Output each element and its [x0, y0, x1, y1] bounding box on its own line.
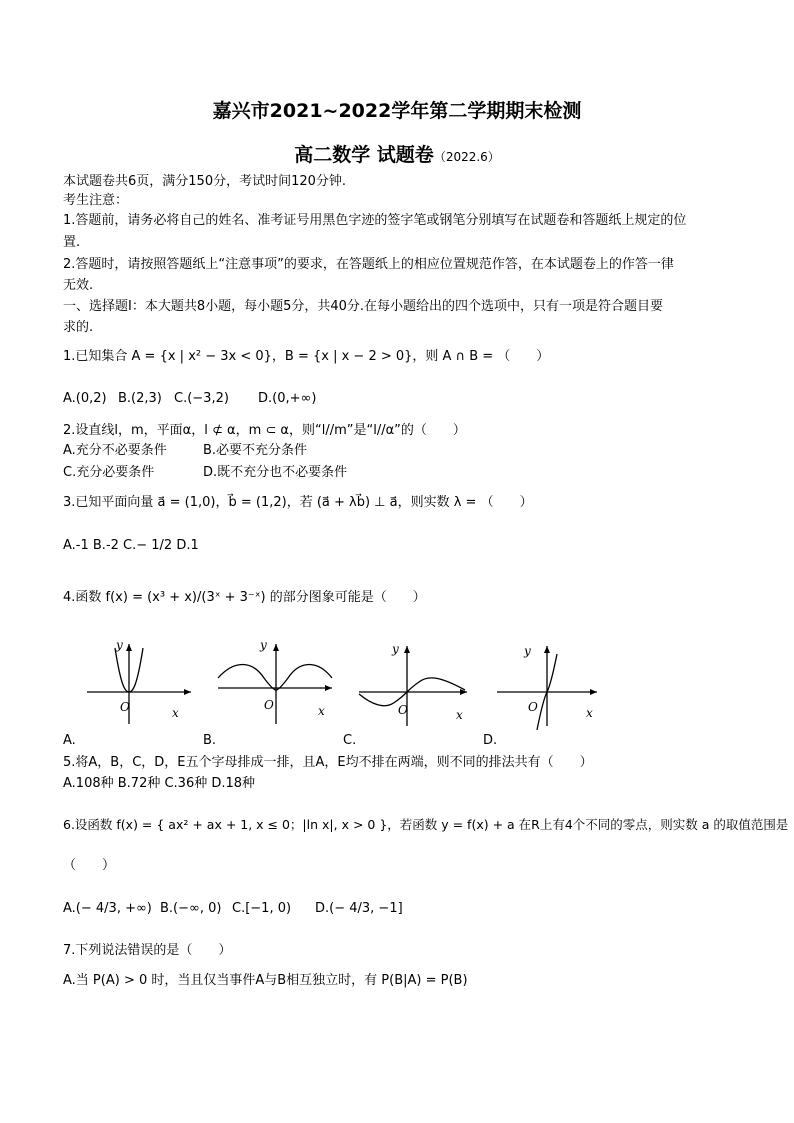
- rule-1: 1.答题前，请务必将自己的姓名、准考证号用黑色字迹的签字笔或钢笔分别填写在试题卷和答题纸上规定的位: [63, 213, 687, 228]
- question-6-cont: （ ）: [63, 858, 116, 873]
- question-5: 5.将A，B，C，D，E五个字母排成一排，且A，E均不排在两端，则不同的排法共有（ ）: [63, 755, 593, 770]
- graph-c: [355, 640, 470, 730]
- q2-option-b: B.必要不充分条件: [203, 443, 308, 458]
- graph-d-origin: O: [528, 700, 538, 714]
- q6-option-a: A.(− 4/3, +∞): [63, 901, 152, 916]
- exam-title: 嘉兴市2021~2022学年第二学期期末检测: [212, 100, 582, 122]
- q2-option-a: A.充分不必要条件: [63, 443, 167, 458]
- section-heading: 一、选择题Ⅰ：本大题共8小题，每小题5分，共40分.在每小题给出的四个选项中，只有一项是符合题目要: [63, 299, 664, 314]
- graph-d-y-label: y: [524, 644, 531, 658]
- graph-a-x-label: x: [172, 706, 179, 720]
- question-1: 1.已知集合 A = {x | x² − 3x < 0}，B = {x | x − 2 > 0}，则 A ∩ B = （ ）: [63, 349, 550, 364]
- question-4: 4.函数 f(x) = (x³ + x)/(3ˣ + 3⁻ˣ) 的部分图象可能是（ ）: [63, 590, 426, 605]
- q4-option-c: C.: [343, 733, 357, 748]
- question-6: 6.设函数 f(x) = { ax² + ax + 1, x ≤ 0；|ln x|, x > 0 }，若函数 y = f(x) + a 在R上有4个不同的零点，则实数 a 的取值范围是: [63, 817, 789, 832]
- exam-subtitle: [0, 140, 794, 167]
- q4-option-b: B.: [203, 733, 217, 748]
- rule-2: 2.答题时，请按照答题纸上“注意事项”的要求，在答题纸上的相应位置规范作答，在本试题卷上的作答一律: [63, 257, 674, 272]
- graph-b-x-label: x: [318, 704, 325, 718]
- question-3: 3.已知平面向量 a⃗ = (1,0)，b⃗ = (1,2)，若 (a⃗ + λb⃗) ⊥ a⃗，则实数 λ = （ ）: [63, 495, 533, 510]
- q1-option-d: D.(0,+∞): [258, 391, 317, 406]
- section-heading-cont: 求的.: [63, 320, 94, 335]
- notice-heading: 考生注意：: [63, 193, 129, 208]
- q6-option-c: C.[−1, 0): [232, 901, 292, 916]
- graph-a-y-label: y: [116, 638, 123, 652]
- q1-option-c: C.(−3,2): [174, 391, 229, 406]
- question-7: 7.下列说法错误的是（ ）: [63, 943, 232, 958]
- q2-option-d: D.既不充分也不必要条件: [203, 465, 348, 480]
- graph-c-x-label: x: [456, 708, 463, 722]
- q6-option-b: B.(−∞, 0): [160, 901, 222, 916]
- rule-2-cont: 无效.: [63, 278, 94, 293]
- graph-c-y-label: y: [392, 642, 399, 656]
- subject-title: 高二数学 试题卷: [294, 144, 434, 166]
- q4-option-a: A.: [63, 733, 76, 748]
- q5-options: A.108种 B.72种 C.36种 D.18种: [63, 776, 256, 791]
- q3-options: A.-1 B.-2 C.− 1/2 D.1: [63, 538, 199, 553]
- exam-date: （2022.6）: [433, 150, 500, 164]
- q1-option-b: B.(2,3): [118, 391, 162, 406]
- graph-d-x-label: x: [586, 706, 593, 720]
- q7-option-a: A.当 P(A) > 0 时，当且仅当事件A与B相互独立时，有 P(B|A) = P(B): [63, 973, 468, 988]
- q2-option-c: C.充分必要条件: [63, 465, 155, 480]
- intro-line: 本试题卷共6页，满分150分，考试时间120分钟.: [63, 174, 347, 189]
- graph-b-y-label: y: [260, 638, 267, 652]
- q6-option-d: D.(− 4/3, −1]: [315, 901, 403, 916]
- rule-1-cont: 置.: [63, 235, 81, 250]
- question-2: 2.设直线l，m，平面α，l ⊄ α，m ⊂ α，则“l//m”是“l//α”的（ ）: [63, 423, 466, 438]
- graph-a-origin: O: [120, 700, 130, 714]
- graph-c-origin: O: [398, 703, 408, 717]
- q1-option-a: A.(0,2): [63, 391, 107, 406]
- graph-b-origin: O: [264, 698, 274, 712]
- graph-d: [493, 640, 601, 730]
- q4-option-d: D.: [483, 733, 498, 748]
